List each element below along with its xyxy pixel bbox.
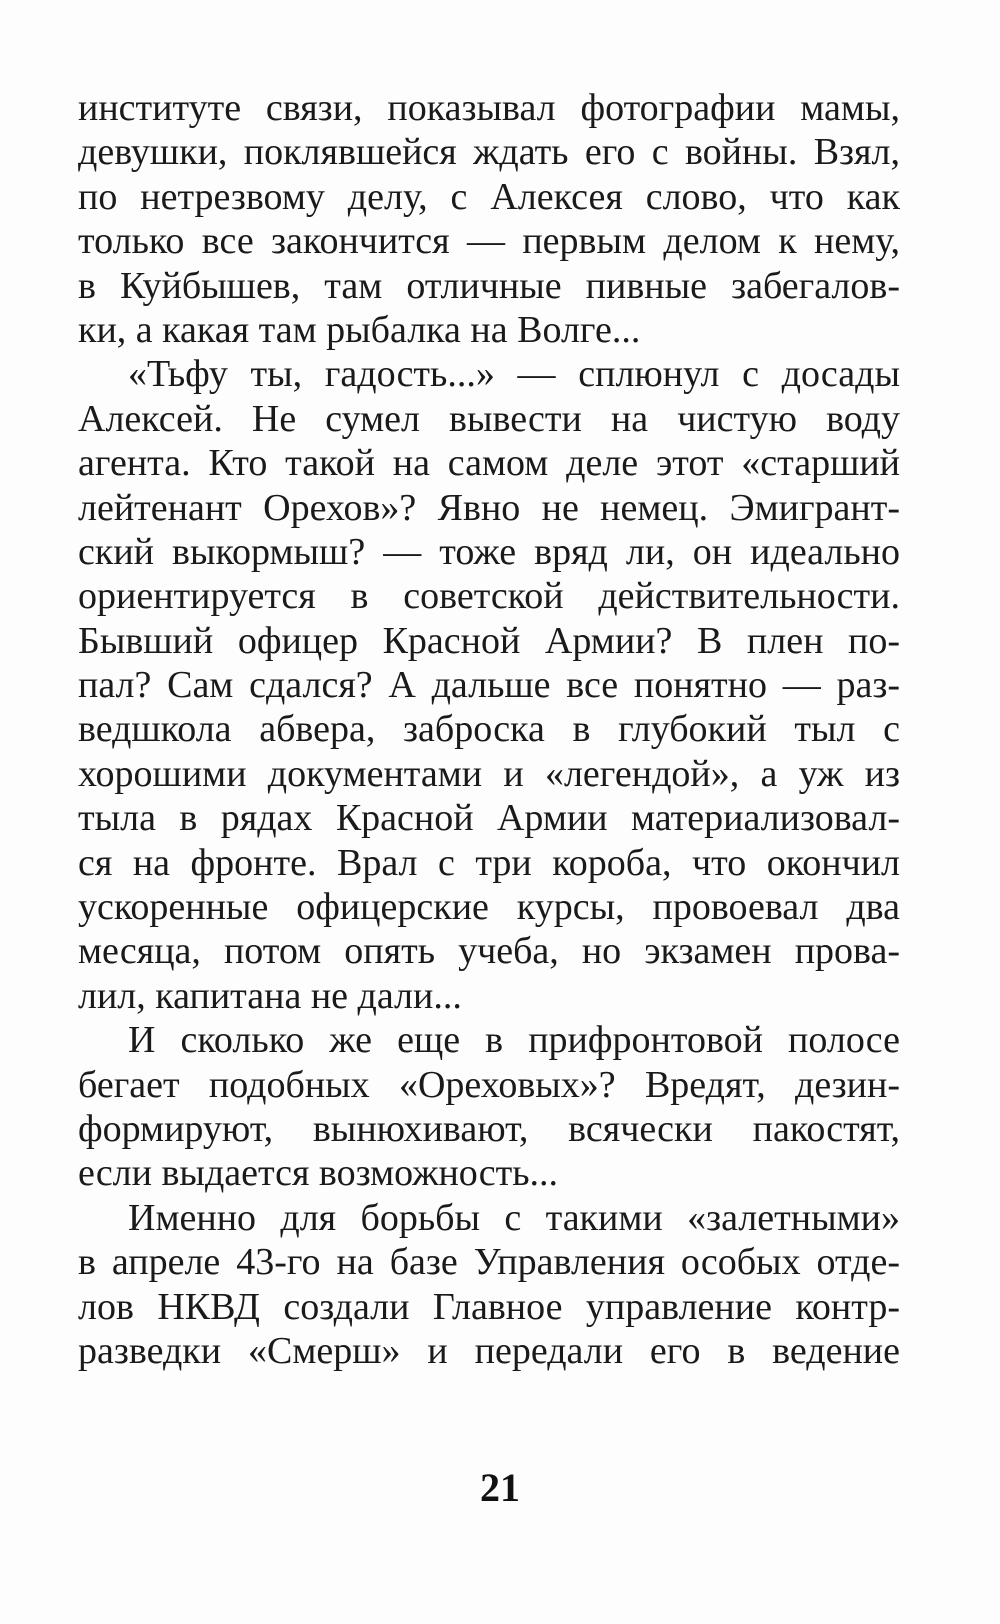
text-line: ки, а какая там рыбалка на Волге... xyxy=(78,308,641,351)
text-line: месяца, потом опять учеба, но экзамен прова- xyxy=(78,930,900,973)
text-line: бегает подобных «Ореховых»? Вредят, дезин- xyxy=(78,1063,900,1106)
text-line: Бывший офицер Красной Армии? В плен по- xyxy=(78,619,900,662)
text-line: хорошими документами и «легендой», а уж из xyxy=(78,752,900,795)
text-line: ведшкола абвера, заброска в глубокий тыл с xyxy=(78,708,900,751)
text-line: институте связи, показывал фотографии мамы, xyxy=(78,87,900,129)
body-text xyxy=(78,86,900,1373)
text-line: ориентируется в советской действительности. xyxy=(78,575,900,618)
text-line: лов НКВД создали Главное управление контр- xyxy=(78,1285,900,1328)
text-line: И сколько же еще в прифронтовой полосе xyxy=(128,1019,900,1062)
text-line: по нетрезвому делу, с Алексея слово, что как xyxy=(78,175,900,218)
text-line: пал? Сам сдался? А дальше все понятно — раз- xyxy=(78,664,900,707)
text-line: только все закончится — первым делом к нему, xyxy=(78,220,900,263)
text-line: Алексей. Не сумел вывести на чистую воду xyxy=(78,397,900,440)
text-line: «Тьфу ты, гадость...» — сплюнул с досады xyxy=(128,353,900,396)
page-number: 21 xyxy=(480,1465,520,1510)
text-line: лил, капитана не дали... xyxy=(78,974,462,1017)
text-line: формируют, вынюхивают, всячески пакостят, xyxy=(78,1107,900,1150)
text-line: в Куйбышев, там отличные пивные забегалов- xyxy=(78,264,900,307)
text-line: разведки «Смерш» и передали его в ведение xyxy=(78,1329,900,1372)
text-line: тыла в рядах Красной Армии материализовал- xyxy=(78,797,900,840)
text-line: если выдается возможность... xyxy=(78,1152,559,1195)
text-line: ский выкормыш? — тоже вряд ли, он идеально xyxy=(78,530,900,573)
text-line: агента. Кто такой на самом деле этот «старший xyxy=(78,442,900,485)
text-line: лейтенант Орехов»? Явно не немец. Эмигрант- xyxy=(78,486,900,529)
text-line: Именно для борьбы с такими «залетными» xyxy=(128,1196,900,1239)
text-line: ся на фронте. Врал с три короба, что окончил xyxy=(78,841,900,884)
text-line: в апреле 43-го на базе Управления особых отде- xyxy=(78,1241,900,1284)
text-line: девушки, поклявшейся ждать его с войны. Взял, xyxy=(78,131,900,174)
text-line: ускоренные офицерские курсы, провоевал два xyxy=(78,886,900,929)
